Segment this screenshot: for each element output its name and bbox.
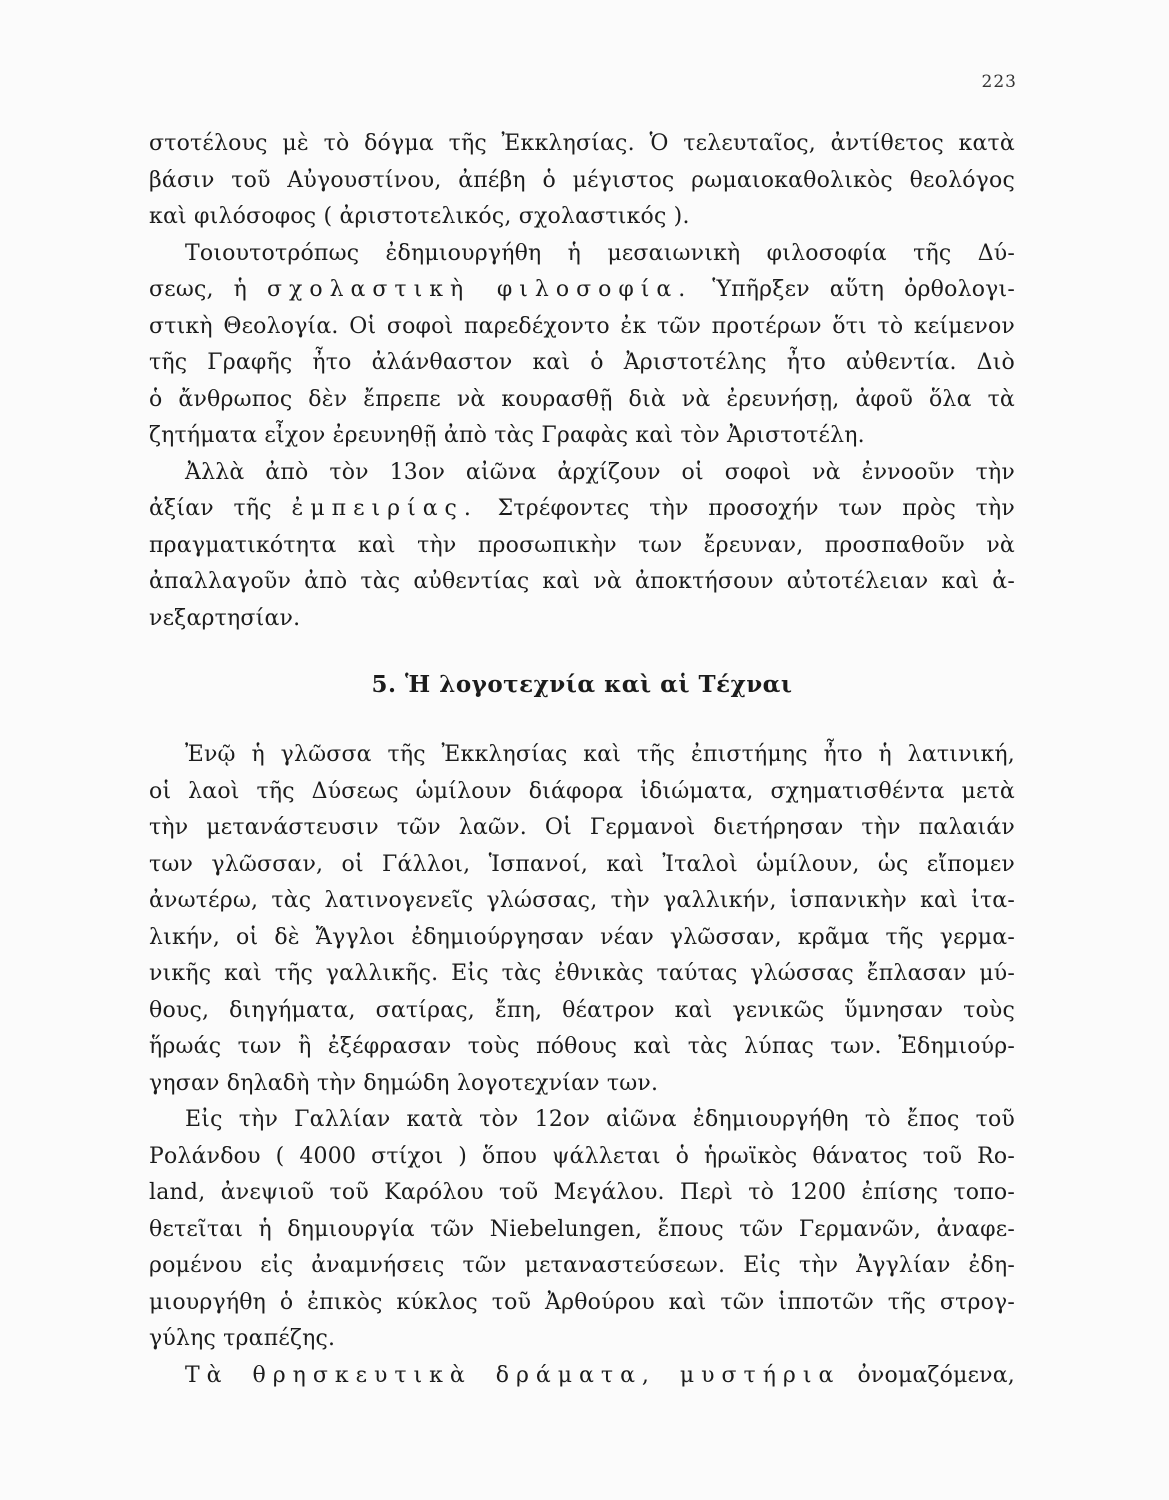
- text-line: Εἰς τὴν Γαλλίαν κατὰ τὸν 12ον αἰῶνα ἐδημιουργήθη τὸ ἔπος τοῦ: [185, 1107, 1015, 1132]
- text-line: στοτέλους μὲ τὸ δόγμα τῆς Ἐκκλησίας. Ὁ τελευταῖος, ἀντίθετος κατὰ: [149, 131, 1015, 156]
- text-line: θους, διηγήματα, σατίρας, ἔπη, θέατρον καὶ γενικῶς ὕμνησαν τοὺς: [149, 997, 1015, 1023]
- text-line: νεξαρτησίαν.: [149, 605, 301, 631]
- text-line: Ρολάνδου ( 4000 στίχοι ) ὅπου ψάλλεται ὁ ἡρωϊκὸς θάνατος τοῦ Ro-: [149, 1143, 1015, 1169]
- text-line: μιουργήθη ὁ ἐπικὸς κύκλος τοῦ Ἀρθούρου καὶ τῶν ἱπποτῶν τῆς στρογ-: [149, 1289, 1015, 1315]
- text-line: θετεῖται ἡ δημιουργία τῶν Niebelungen, ἔπους τῶν Γερμανῶν, ἀναφε-: [149, 1216, 1015, 1242]
- text-fragment: ἀξίαν τῆς: [149, 496, 272, 521]
- text-line: στικὴ Θεολογία. Οἱ σοφοὶ παρεδέχοντο ἐκ τῶν προτέρων ὅτι τὸ κείμενον: [149, 313, 1015, 339]
- emphasized-term: σχολαστικὴ φιλοσοφία.: [266, 277, 693, 302]
- text-body: [149, 126, 1015, 1394]
- text-line: γύλης τραπέζης.: [149, 1326, 336, 1351]
- text-fragment: σεως, ἡ: [149, 277, 248, 302]
- text-line: οἱ λαοὶ τῆς Δύσεως ὡμίλουν διάφορα ἰδιώματα, σχηματισθέντα μετὰ: [149, 778, 1015, 804]
- text-line: νικῆς καὶ τῆς γαλλικῆς. Εἰς τὰς ἐθνικὰς ταύτας γλώσσας ἔπλασαν μύ-: [149, 961, 1015, 986]
- text-line: καὶ φιλόσοφος ( ἀριστοτελικός, σχολαστικός ).: [149, 204, 690, 229]
- section-heading: 5. Ἡ λογοτεχνία καὶ αἱ Τέχναι: [371, 671, 793, 698]
- text-line: Ἀλλὰ ἀπὸ τὸν 13ον αἰῶνα ἀρχίζουν οἱ σοφοὶ νὰ ἐννοοῦν τὴν: [185, 459, 1015, 485]
- text-line: λικήν, οἱ δὲ Ἄγγλοι ἐδημιούργησαν νέαν γλῶσσαν, κρᾶμα τῆς γερμα-: [149, 924, 1015, 950]
- text-line: ἀνωτέρω, τὰς λατινογενεῖς γλώσσας, τὴν γαλλικήν, ἱσπανικὴν καὶ ἰτα-: [149, 888, 1015, 913]
- text-line: Τοιουτοτρόπως ἐδημιουργήθη ἡ μεσαιωνικὴ φιλοσοφία τῆς Δύ-: [185, 240, 1015, 266]
- text-fragment: Στρέφοντες τὴν προσοχήν των πρὸς τὴν: [497, 496, 1015, 521]
- text-line: [149, 1358, 1015, 1395]
- text-fragment: ὀνομαζόμενα,: [857, 1362, 1015, 1388]
- text-line: γησαν δηλαδὴ τὴν δημώδη λογοτεχνίαν των.: [149, 1070, 659, 1096]
- text-line: βάσιν τοῦ Αὐγουστίνου, ἀπέβη ὁ μέγιστος ρωμαιοκαθολικὸς θεολόγος: [149, 167, 1015, 193]
- text-line: ἀπαλλαγοῦν ἀπὸ τὰς αὐθεντίας καὶ νὰ ἀποκτήσουν αὐτοτέλειαν καὶ ἀ-: [149, 569, 1015, 594]
- text-line: ρομένου εἰς ἀναμνήσεις τῶν μεταναστεύσεων. Εἰς τὴν Ἀγγλίαν ἐδη-: [149, 1253, 1015, 1278]
- text-line: τὴν μετανάστευσιν τῶν λαῶν. Οἱ Γερμανοὶ διετήρησαν τὴν παλαιάν: [149, 815, 1015, 840]
- text-fragment: Ὑπῆρξεν αὕτη ὀρθολογι-: [712, 277, 1015, 302]
- emphasized-term: ἐμπειρίας.: [291, 496, 478, 521]
- text-line: [149, 272, 1015, 309]
- emphasized-term: Τὰ θρησκευτικὰ δράματα, μυστήρια: [185, 1362, 841, 1388]
- text-line: ὁ ἄνθρωπος δὲν ἔπρεπε νὰ κουρασθῇ διὰ νὰ ἐρευνήσῃ, ἀφοῦ ὅλα τὰ: [149, 386, 1015, 412]
- page-number: 223: [981, 72, 1017, 92]
- text-line: Ἐνῷ ἡ γλῶσσα τῆς Ἐκκλησίας καὶ τῆς ἐπιστήμης ἦτο ἡ λατινική,: [185, 742, 1015, 767]
- text-line: πραγματικότητα καὶ τὴν προσωπικὴν των ἔρευναν, προσπαθοῦν νὰ: [149, 532, 1015, 558]
- text-line: των γλῶσσαν, οἱ Γάλλοι, Ἱσπανοί, καὶ Ἰταλοὶ ὡμίλουν, ὡς εἴπομεν: [149, 851, 1015, 877]
- text-line: τῆς Γραφῆς ἦτο ἀλάνθαστον καὶ ὁ Ἀριστοτέλης ἦτο αὐθεντία. Διὸ: [149, 350, 1015, 375]
- text-line: ζητήματα εἶχον ἐρευνηθῇ ἀπὸ τὰς Γραφὰς καὶ τὸν Ἀριστοτέλη.: [149, 423, 865, 448]
- text-line: ἥρωάς των ἢ ἐξέφρασαν τοὺς πόθους καὶ τὰς λύπας των. Ἐδημιούρ-: [149, 1034, 1015, 1059]
- text-line: land, ἀνεψιοῦ τοῦ Καρόλου τοῦ Μεγάλου. Περὶ τὸ 1200 ἐπίσης τοπο-: [149, 1180, 1015, 1205]
- text-line: [149, 491, 1015, 528]
